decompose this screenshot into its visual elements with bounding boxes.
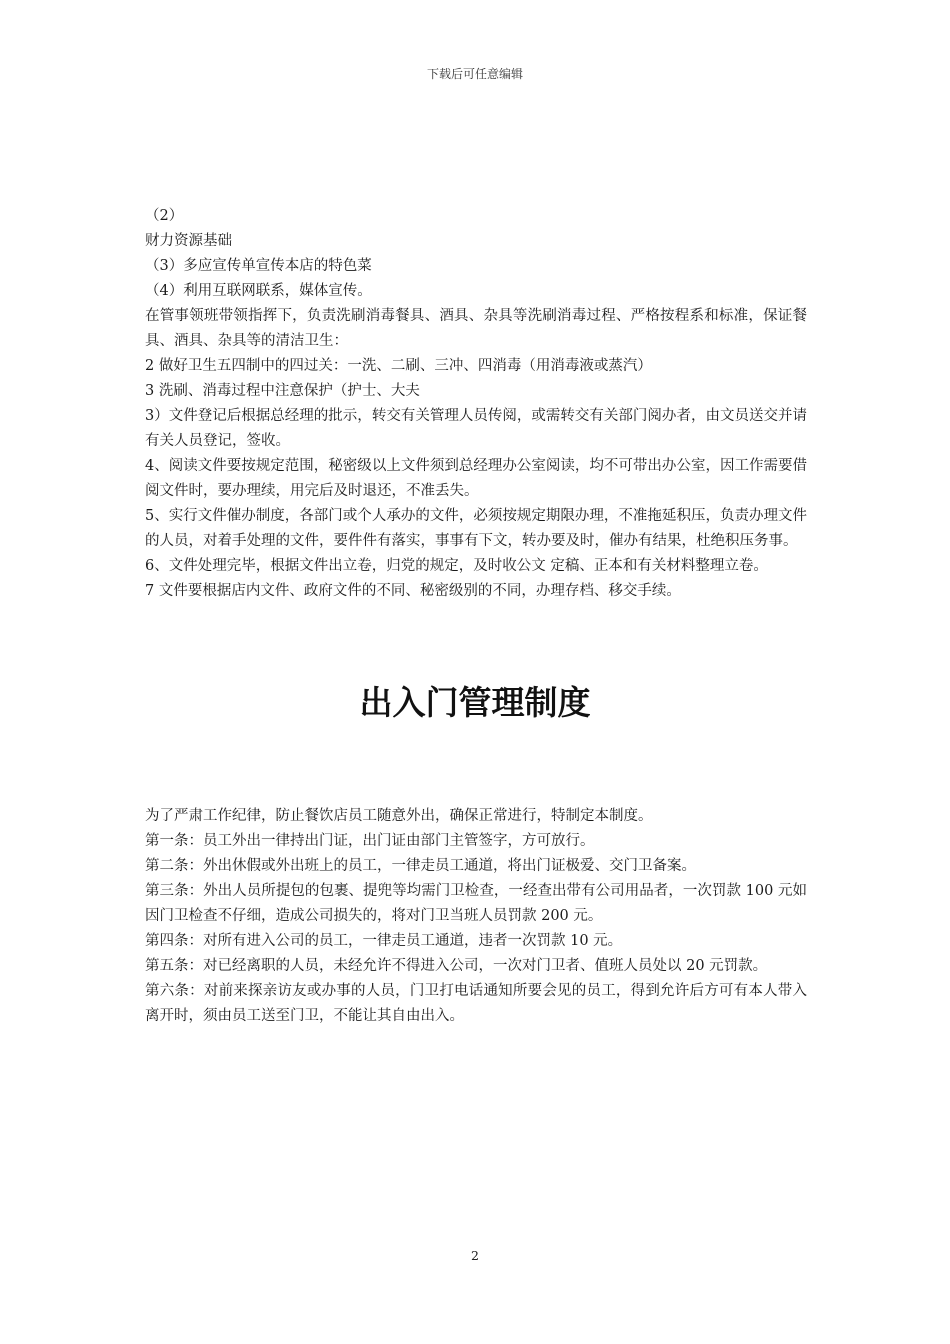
document-title: 出入门管理制度 — [359, 683, 591, 722]
page-header: 下载后可任意编辑 — [426, 67, 523, 81]
paragraph: 为了严肃工作纪律，防止餐饮店员工随意外出，确保正常进行，特制定本制度。 — [145, 808, 653, 824]
paragraph: 7 文件要根据店内文件、政府文件的不同、秘密级别的不同，办理存档、移交手续。 — [145, 583, 681, 599]
paragraph: 第一条：员工外出一律持出门证，出门证由部门主管签字，方可放行。 — [145, 833, 595, 849]
paragraph: 2 做好卫生五四制中的四过关：一洗、二刷、三冲、四消毒（用消毒液或蒸汽） — [145, 358, 652, 374]
paragraph: 第四条：对所有进入公司的员工，一律走员工通道，违者一次罚款 10 元。 — [145, 933, 623, 949]
paragraph: 4、阅读文件要按规定范围，秘密级以上文件须到总经理办公室阅读，均不可带出办公室，因工作需要借阅文件时，要办理续，用完后及时退还，不准丢失。 — [145, 458, 807, 499]
paragraph: （3）多应宣传单宣传本店的特色菜 — [145, 258, 372, 274]
paragraph: 第五条：对已经离职的人员，未经允许不得进入公司，一次对门卫者、值班人员处以 20 元罚款。 — [145, 958, 768, 974]
paragraph: 6、文件处理完毕，根据文件出立卷，归党的规定，及时收公文 定稿、正本和有关材料整理立卷。 — [145, 558, 768, 574]
paragraph: 3 洗刷、消毒过程中注意保护（护士、大夫 — [145, 383, 420, 399]
page-number: 2 — [471, 1248, 479, 1263]
paragraph: 第六条：对前来探亲访友或办事的人员，门卫打电话通知所要会见的员工，得到允许后方可有本人带入离开时，须由员工送至门卫，不能让其自由出入。 — [145, 983, 807, 1024]
section-b — [145, 804, 807, 1029]
paragraph: 3）文件登记后根据总经理的批示，转交有关管理人员传阅，或需转交有关部门阅办者，由文员送交并请有关人员登记，签收。 — [145, 408, 807, 449]
section-a — [145, 204, 807, 604]
paragraph: （4）利用互联网联系，媒体宣传。 — [145, 283, 372, 299]
paragraph: （2） — [145, 208, 184, 224]
paragraph: 在管事领班带领指挥下，负责洗刷消毒餐具、酒具、杂具等洗刷消毒过程、严格按程系和标准，保证餐具、酒具、杂具等的清洁卫生： — [145, 308, 807, 349]
paragraph: 5、实行文件催办制度，各部门或个人承办的文件，必须按规定期限办理，不准拖延积压，负责办理文件的人员，对着手处理的文件，要件件有落实，事事有下文，转办要及时，催办有结果，杜绝积压务事。 — [145, 508, 807, 549]
paragraph: 财力资源基础 — [145, 233, 232, 249]
paragraph: 第三条：外出人员所提包的包裹、提兜等均需门卫检查，一经查出带有公司用品者，一次罚款 100 元如因门卫检查不仔细，造成公司损失的，将对门卫当班人员罚款 200 元。 — [145, 883, 807, 924]
paragraph: 第二条：外出休假或外出班上的员工，一律走员工通道，将出门证极爱、交门卫备案。 — [145, 858, 696, 874]
